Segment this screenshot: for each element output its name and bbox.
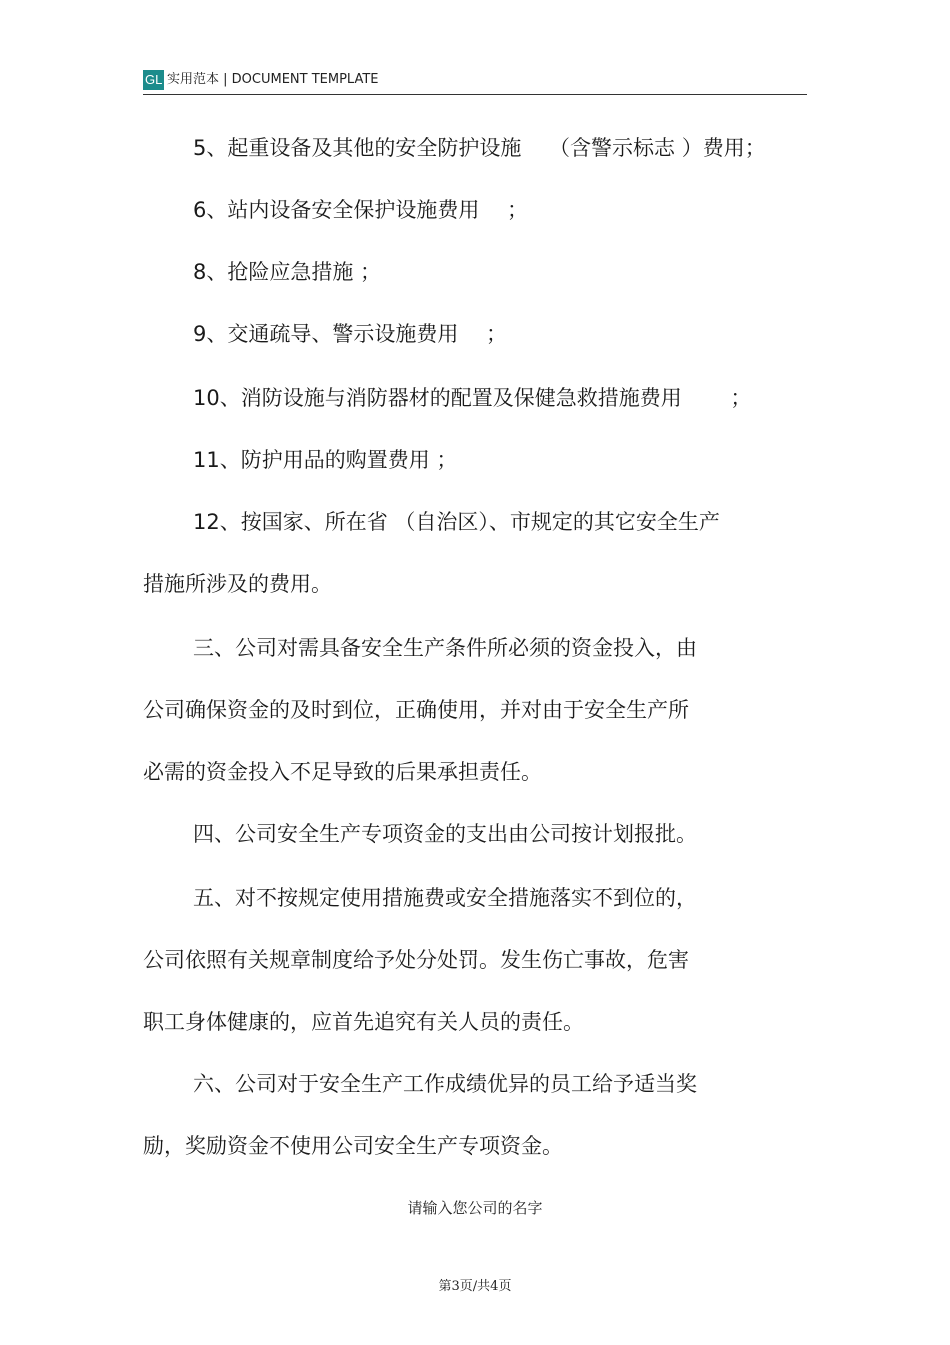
body-line: 职工身体健康的，应首先追究有关人员的责任。 bbox=[143, 1010, 584, 1034]
body-line: 6、站内设备安全保护设施费用 ； bbox=[193, 198, 529, 222]
body-line: 三、公司对需具备安全生产条件所必须的资金投入，由 bbox=[193, 636, 697, 660]
page-number: 第3页/共4页 bbox=[438, 1279, 512, 1294]
page-header bbox=[143, 70, 807, 95]
body-line: 8、抢险应急措施 ； bbox=[193, 260, 382, 284]
body-line: 公司确保资金的及时到位，正确使用，并对由于安全生产所 bbox=[143, 698, 689, 722]
body-line: 措施所涉及的费用。 bbox=[143, 572, 332, 596]
body-line: 10、消防设施与消防器材的配置及保健急救措施费用 ； bbox=[193, 386, 752, 410]
company-name-placeholder: 请输入您公司的名字 bbox=[407, 1199, 543, 1217]
body-line: 公司依照有关规章制度给予处分处罚。发生伤亡事故，危害 bbox=[143, 948, 689, 972]
body-line: 5、起重设备及其他的安全防护设施 （含警示标志 ）费用； bbox=[193, 136, 766, 160]
body-line: 励，奖励资金不使用公司安全生产专项资金。 bbox=[143, 1134, 563, 1158]
body-line: 六、公司对于安全生产工作成绩优异的员工给予适当奖 bbox=[193, 1072, 697, 1096]
header-title: 实用范本 | DOCUMENT TEMPLATE bbox=[167, 72, 379, 87]
body-line: 11、防护用品的购置费用 ； bbox=[193, 448, 458, 472]
body-line: 四、公司安全生产专项资金的支出由公司按计划报批。 bbox=[193, 822, 697, 846]
body-line: 五、对不按规定使用措施费或安全措施落实不到位的， bbox=[193, 886, 697, 910]
body-line: 12、按国家、所在省 （自治区）、市规定的其它安全生产 bbox=[193, 510, 720, 534]
body-line: 9、交通疏导、警示设施费用 ； bbox=[193, 322, 508, 346]
body-line: 必需的资金投入不足导致的后果承担责任。 bbox=[143, 760, 542, 784]
header-logo: GL bbox=[143, 70, 164, 90]
